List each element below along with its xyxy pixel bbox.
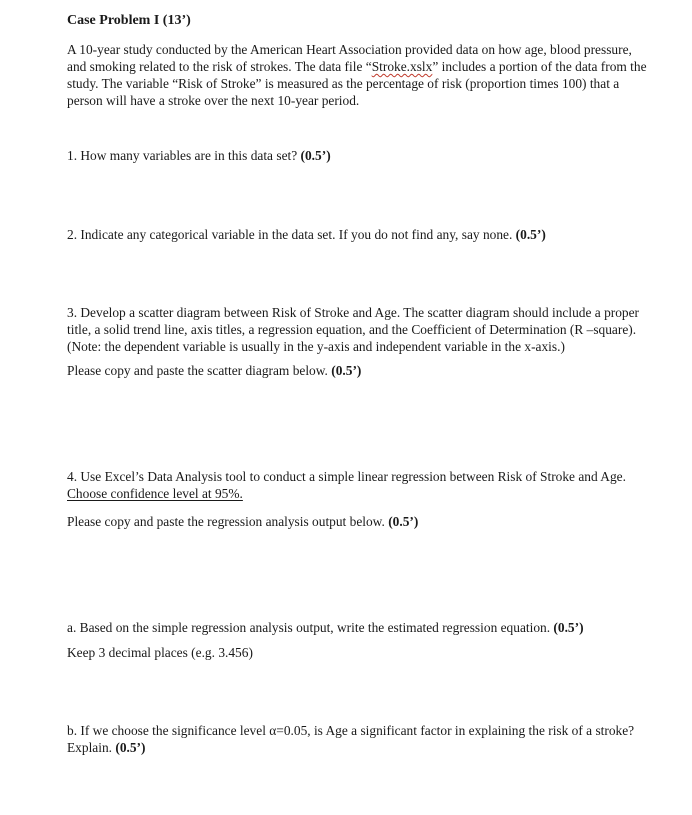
question-4-text: 4. Use Excel’s Data Analysis tool to conduct a simple linear regression between Risk of Stroke and Age. [67,469,626,484]
question-a [67,619,647,636]
question-4-underlined-note: Choose confidence level at 95%. [67,486,243,501]
intro-text-part2: ” includes a portion of the data from the study. The variable “Risk of Stroke” is measured as the percentage of risk (proportion times 100) that a person will have a stroke over the next 10-year period. [67,59,647,108]
question-a-points: (0.5’) [553,620,584,635]
question-a-text: a. Based on the simple regression analysis output, write the estimated regression equation. [67,620,554,635]
question-3-points: (0.5’) [331,363,362,378]
question-b [67,722,647,756]
question-b-points: (0.5’) [115,740,146,755]
question-4 [67,468,647,502]
question-2 [67,226,647,243]
question-2-text: 2. Indicate any categorical variable in the data set. If you do not find any, say none. [67,227,516,242]
question-3-instruction [67,362,647,379]
filename-spellcheck: Stroke.xslx [371,59,433,74]
question-b-text: b. If we choose the significance level α=0.05, is Age a significant factor in explaining the risk of a stroke? Explain. [67,723,635,755]
case-title: Case Problem I (13’) [67,13,191,28]
question-1 [67,147,647,164]
question-4-points: (0.5’) [388,514,419,529]
question-1-text: 1. How many variables are in this data set? [67,148,301,163]
question-a-note: Keep 3 decimal places (e.g. 3.456) [67,645,253,660]
intro-text-part1: A 10-year study conducted by the American Heart Association provided data on how age, blood pressure, and smoking related to the risk of strokes. The data file “ [67,42,632,74]
question-2-points: (0.5’) [515,227,546,242]
question-3-instruction-text: Please copy and paste the scatter diagram below. [67,363,332,378]
question-4-instruction-text: Please copy and paste the regression analysis output below. [67,514,389,529]
question-1-points: (0.5’) [300,148,331,163]
intro-paragraph [67,41,647,109]
question-4-instruction [67,513,647,530]
question-3: 3. Develop a scatter diagram between Risk of Stroke and Age. The scatter diagram should include a proper title, a solid trend line, axis titles, a regression equation, and the Coefficient of Determination (R –square). (Note: the dependent variable is usually in the y-axis and independent variable in the x-axis.) [67,305,640,354]
